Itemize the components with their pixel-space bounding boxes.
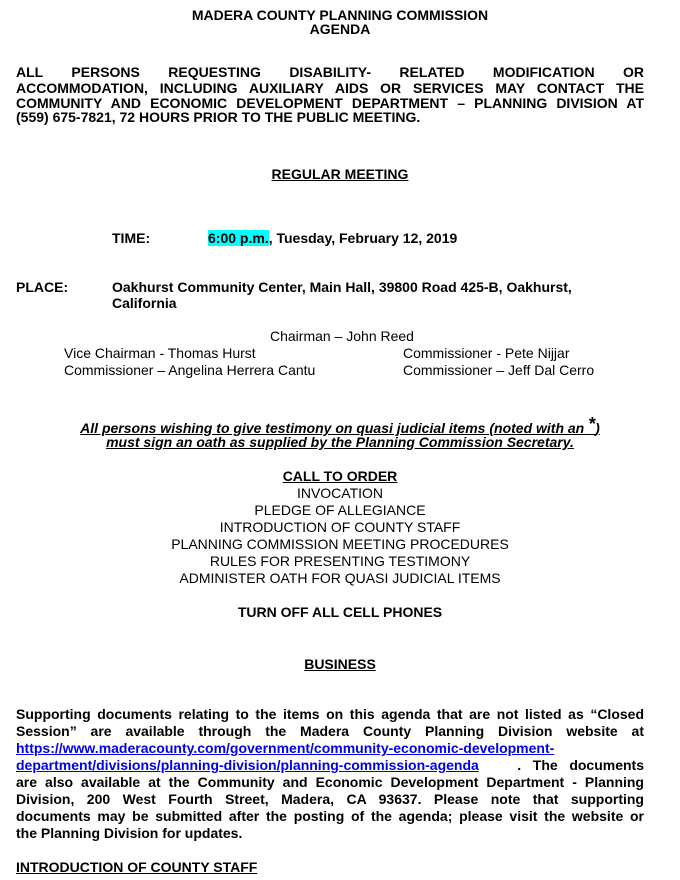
call-to-order-item: INTRODUCTION OF COUNTY STAFF: [219, 519, 461, 535]
intro-staff-heading: INTRODUCTION OF COUNTY STAFF: [16, 859, 258, 875]
meeting-heading: REGULAR MEETING: [271, 166, 409, 182]
business-line-5: Division, 200 West Fourth Street, Madera, CA 93637. Please note that supporting: [16, 791, 644, 807]
place-line-1: Oakhurst Community Center, Main Hall, 39800 Road 425-B, Oakhurst,: [112, 279, 572, 295]
business-line-6: documents may be submitted after the posting of the agenda; please visit the website or: [16, 808, 644, 824]
business-link-line-1: [16, 740, 554, 757]
testimony-text: All persons wishing to give testimony on quasi judicial items (noted with an: [80, 420, 589, 436]
commissioner-cantu: Commissioner – Angelina Herrera Cantu: [64, 362, 316, 378]
business-line-2: Session” are available through the Madera County Planning Division website at: [16, 723, 644, 739]
call-to-order-item: RULES FOR PRESENTING TESTIMONY: [209, 553, 471, 569]
testimony-line-2: must sign an oath as supplied by the Planning Commission Secretary.: [106, 434, 574, 450]
cell-phones-notice: TURN OFF ALL CELL PHONES: [237, 604, 443, 620]
call-to-order-item: PLANNING COMMISSION MEETING PROCEDURES: [171, 536, 509, 552]
business-line-4: are also available at the Community and Economic Development Department - Planning: [16, 774, 644, 790]
business-line-1: Supporting documents relating to the items on this agenda that are not listed as “Closed: [16, 706, 644, 722]
notice-line-3: COMMUNITY AND ECONOMIC DEVELOPMENT DEPARTMENT – PLANNING DIVISION AT: [16, 95, 644, 111]
testimony-paren: ): [595, 420, 600, 436]
page-title: MADERA COUNTY PLANNING COMMISSION: [191, 7, 489, 23]
time-value: [208, 230, 457, 247]
business-line-7: the Planning Division for updates.: [16, 825, 243, 841]
business-heading: BUSINESS: [304, 656, 376, 672]
notice-line-2: ACCOMMODATION, INCLUDING AUXILIARY AIDS OR SERVICES MAY CONTACT THE: [16, 80, 644, 96]
notice-line-1: ALL PERSONS REQUESTING DISABILITY- RELATED MODIFICATION OR: [16, 64, 644, 80]
call-to-order-item: PLEDGE OF ALLEGIANCE: [254, 502, 426, 518]
call-to-order-heading: CALL TO ORDER: [282, 468, 398, 484]
vice-chairman: Vice Chairman - Thomas Hurst: [64, 345, 256, 361]
call-to-order-item: ADMINISTER OATH FOR QUASI JUDICIAL ITEMS: [179, 570, 501, 586]
notice-line-4: (559) 675-7821, 72 HOURS PRIOR TO THE PUBLIC MEETING.: [16, 109, 421, 125]
page-subtitle: AGENDA: [309, 21, 371, 37]
time-date: , Tuesday, February 12, 2019: [268, 230, 458, 246]
place-label: PLACE:: [16, 279, 69, 295]
commissioner-dal-cerro: Commissioner – Jeff Dal Cerro: [403, 362, 595, 378]
time-label: TIME:: [112, 230, 151, 246]
place-line-2: California: [112, 295, 177, 311]
business-line-3-rest: . The documents: [517, 757, 644, 773]
planning-agenda-link[interactable]: https://www.maderacounty.com/government/community-economic-development-: [16, 740, 555, 756]
call-to-order-item: INVOCATION: [296, 485, 384, 501]
planning-agenda-link-cont[interactable]: department/divisions/planning-division/planning-commission-agenda: [16, 757, 479, 773]
commissioner-nijjar: Commissioner - Pete Nijjar: [403, 345, 570, 361]
time-highlight: 6:00 p.m.: [208, 230, 269, 246]
chairman: Chairman – John Reed: [270, 328, 414, 344]
asterisk-mark: *: [588, 414, 596, 434]
business-link-line-2: [16, 757, 644, 774]
